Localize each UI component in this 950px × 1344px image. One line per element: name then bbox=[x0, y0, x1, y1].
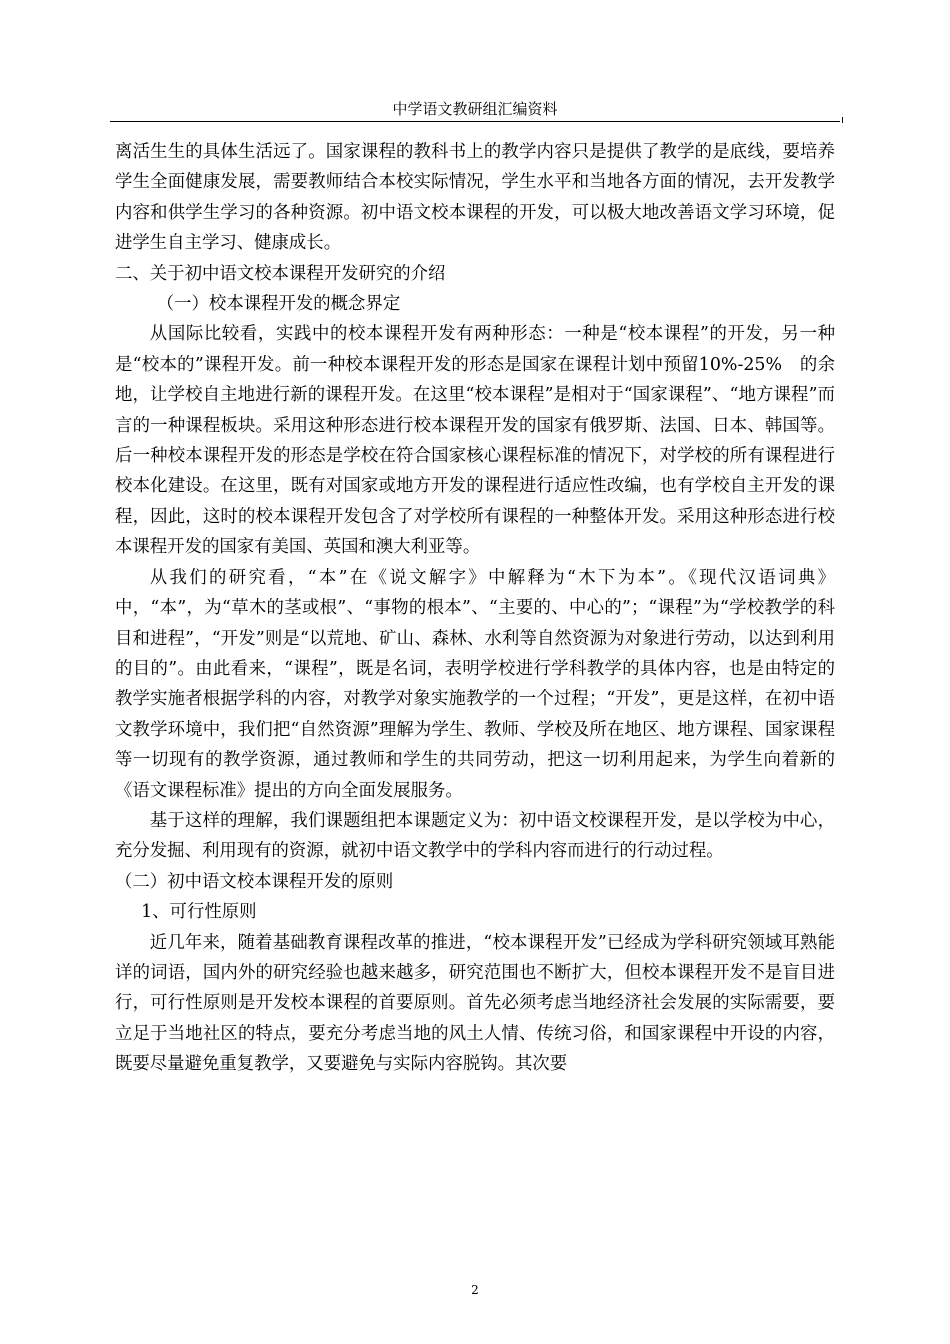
paragraph-feasibility: 近几年来，随着基础教育课程改革的推进，“校本课程开发”已经成为学科研究领域耳熟能详的词语，国内外的研究经验也越来越多，研究范围也不断扩大，但校本课程开发不是盲目进行，可行性原则是开发校本课程的首要原则。首先必须考虑当地经济社会发展的实际需要，要立足于当地社区的特点，要充分考虑当地的风土人情、传统习俗，和国家课程中开设的内容，既要尽量避免重复教学，又要避免与实际内容脱钩。其次要 bbox=[115, 932, 835, 1075]
paragraph-topic-definition: 基于这样的理解，我们课题组把本课题定义为：初中语文校课程开发，是以学校为中心，充分发掘、利用现有的资源，就初中语文教学中的学科内容而进行的行动过程。 bbox=[115, 810, 835, 862]
paragraph-continued: 离活生生的具体生活远了。国家课程的教科书上的教学内容只是提供了教学的是底线，要培养学生全面健康发展，需要教师结合本校实际情况，学生水平和当地各方面的情况，去开发教学内容和供学生学习的各种资源。初中语文校本课程的开发，可以极大地改善语文学习环境，促进学生自主学习、健康成长。 bbox=[115, 142, 835, 254]
paragraph-definition-of-terms: 从我们的研究看，“本”在《说文解字》中解释为“木下为本”。《现代汉语词典》中，“本”，为“草木的茎或根”、“事物的根本”、“主要的、中心的”；“课程”为“学校教学的科目和进程”，“开发”则是“以荒地、矿山、森林、水利等自然资源为对象进行劳动，以达到利用的目的”。由此看来，“课程”，既是名词，表明学校进行学科教学的具体内容，也是由特定的教学实施者根据学科的内容，对教学对象实施教学的一个过程；“开发”，更是这样，在初中语文教学环境中，我们把“自然资源”理解为学生、教师、学校及所在地区、地方课程、国家课程等一切现有的教学资源，通过教师和学生的共同劳动，把这一切利用起来，为学生向着新的《语文课程标准》提出的方向全面发展服务。 bbox=[115, 567, 835, 801]
header-title: 中学语文教研组汇编资料 bbox=[392, 100, 558, 118]
header-rule-mark bbox=[842, 117, 843, 123]
principle-heading-1: 1、可行性原则 bbox=[141, 902, 257, 923]
page-header bbox=[110, 97, 840, 122]
subsection-heading-2: （二）初中语文校本课程开发的原则 bbox=[115, 871, 394, 892]
section-heading-2: 二、关于初中语文校本课程开发研究的介绍 bbox=[115, 263, 446, 284]
page-number: 2 bbox=[471, 1283, 479, 1297]
subsection-heading-1: （一）校本课程开发的概念界定 bbox=[156, 294, 401, 315]
document-body bbox=[115, 137, 835, 1080]
paragraph-forms-of-development: 从国际比较看，实践中的校本课程开发有两种形态：一种是“校本课程”的开发，另一种是“校本的”课程开发。前一种校本课程开发的形态是国家在课程计划中预留10%-25% 的余地，让学校自主地进行新的课程开发。在这里“校本课程”是相对于“国家课程”、“地方课程”而言的一种课程板块。采用这种形态进行校本课程开发的国家有俄罗斯、法国、日本、韩国等。后一种校本课程开发的形态是学校在符合国家核心课程标准的情况下，对学校的所有课程进行校本化建设。在这里，既有对国家或地方开发的课程进行适应性改编，也有学校自主开发的课程，因此，这时的校本课程开发包含了对学校所有课程的一种整体开发。采用这种形态进行校本课程开发的国家有美国、英国和澳大利亚等。 bbox=[115, 324, 835, 558]
